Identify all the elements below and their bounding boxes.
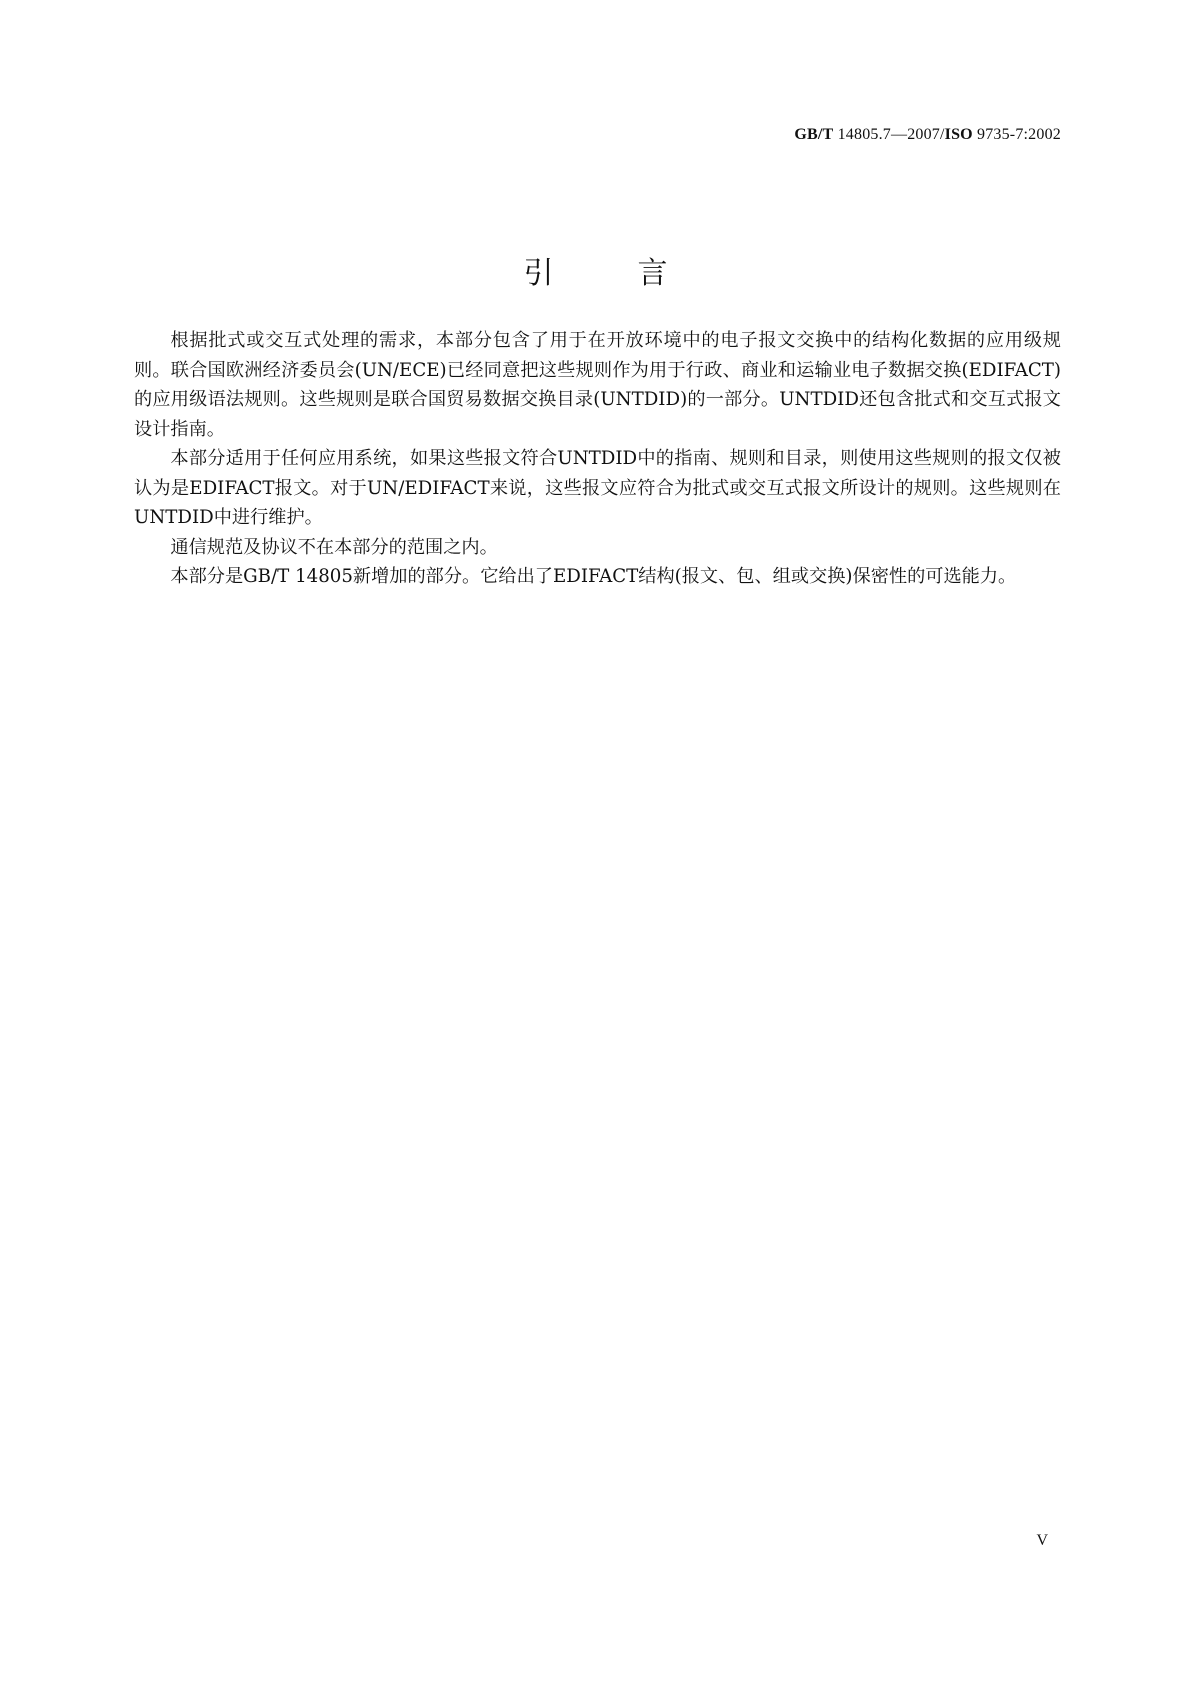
gb-prefix: GB/T	[794, 126, 834, 143]
paragraph-2: 本部分适用于任何应用系统，如果这些报文符合UNTDID中的指南、规则和目录，则使用这些规则的报文仅被认为是EDIFACT报文。对于UN/EDIFACT来说，这些报文应符合为批式或交互式报文所设计的规则。这些规则在UNTDID中进行维护。	[134, 448, 1061, 528]
page-title: 引言	[523, 256, 752, 292]
paragraph-1: 根据批式或交互式处理的需求，本部分包含了用于在开放环境中的电子报文交换中的结构化数据的应用级规则。联合国欧洲经济委员会(UN/ECE)已经同意把这些规则作为用于行政、商业和运输业电子数据交换(EDIFACT)的应用级语法规则。这些规则是联合国贸易数据交换目录(UNTDID)的一部分。UNTDID还包含批式和交互式报文设计指南。	[134, 330, 1061, 440]
document-header	[794, 126, 1061, 144]
paragraph-3: 通信规范及协议不在本部分的范围之内。	[170, 536, 498, 558]
iso-prefix: ISO	[944, 126, 973, 143]
page-number: V	[1036, 1532, 1048, 1549]
gb-number: 14805.7—2007/	[833, 126, 945, 143]
body-text	[134, 326, 1061, 592]
paragraph-4: 本部分是GB/T 14805新增加的部分。它给出了EDIFACT结构(报文、包、组或交换)保密性的可选能力。	[170, 566, 1017, 587]
iso-number: 9735-7:2002	[972, 126, 1061, 143]
